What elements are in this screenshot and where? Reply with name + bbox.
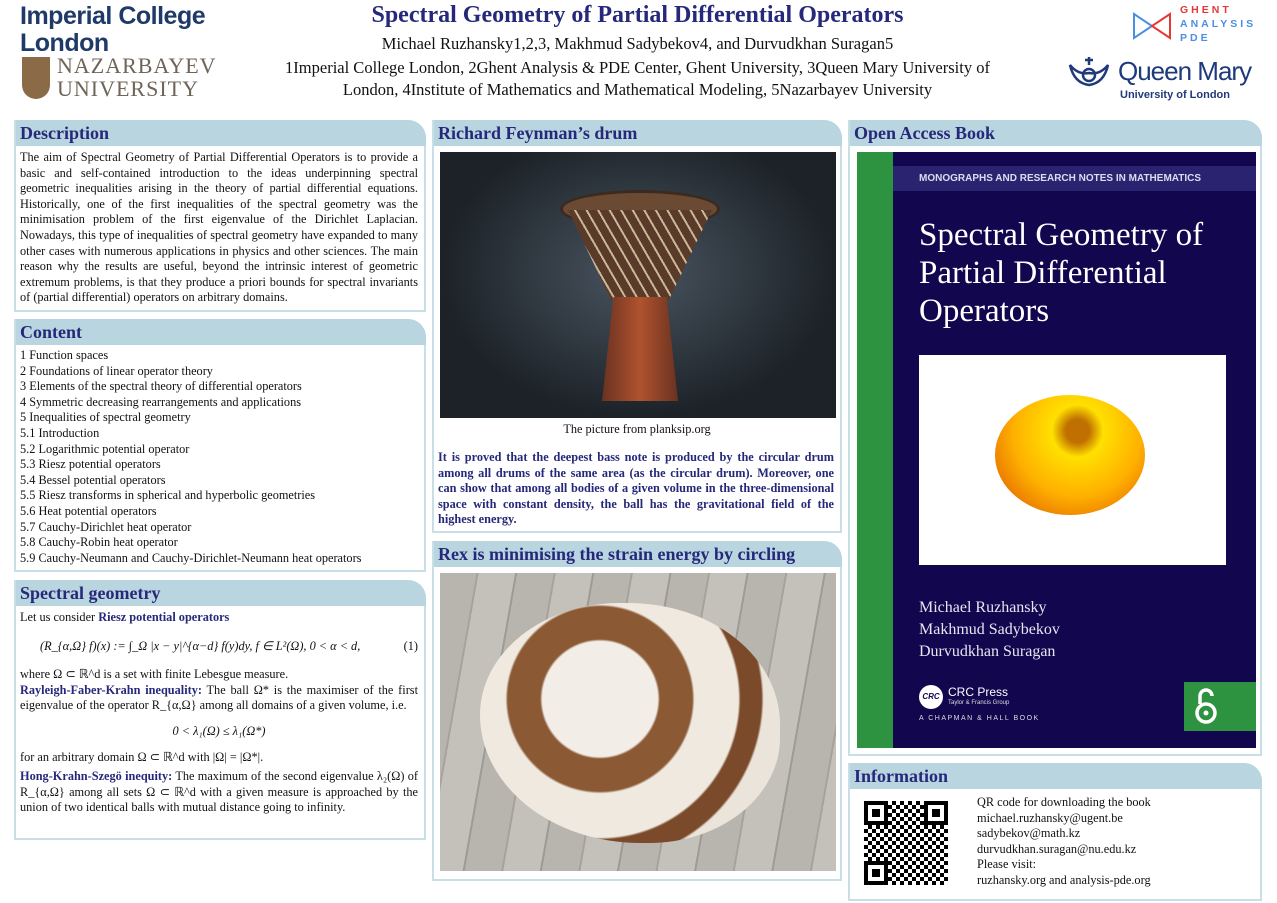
email-link[interactable]: durvudkhan.suragan@nu.edu.kz — [977, 841, 1137, 856]
email-link[interactable]: sadybekov@math.kz — [977, 826, 1081, 841]
queen-mary-subtitle: University of London — [1120, 89, 1230, 101]
list-item: 5.9 Cauchy-Neumann and Cauchy-Dirichlet-Neumann heat operators — [20, 550, 362, 565]
ghent-logo-line3: PDE — [1180, 32, 1211, 44]
content-panel — [14, 319, 426, 572]
ghent-bowtie-icon — [1132, 8, 1172, 40]
affiliations-line1: 1Imperial College London, 2Ghent Analysis & PDE Center, Ghent University, 3Queen Mary University of — [285, 58, 990, 77]
list-item: 2 Foundations of linear operator theory — [20, 363, 213, 378]
imperial-logo — [20, 3, 205, 57]
queen-mary-crown-icon — [1066, 55, 1112, 91]
nu-logo-line2: UNIVERSITY — [57, 76, 199, 101]
imperial-logo-line2: London — [20, 29, 109, 57]
open-access-icon — [1184, 682, 1256, 731]
information-heading: Information — [850, 763, 1262, 789]
rex-heading: Rex is minimising the strain energy by circling — [434, 541, 842, 567]
list-item: 5.3 Riesz potential operators — [20, 457, 161, 472]
book-author: Makhmud Sadybekov — [919, 621, 1060, 638]
equation-2: 0 < λ₁(Ω) ≤ λ₁(Ω*) — [172, 723, 266, 738]
ghent-logo — [1180, 3, 1256, 45]
publisher-sub: Taylor & Francis Group — [948, 700, 1010, 706]
visit-label: Please visit: — [977, 857, 1037, 872]
authors: Michael Ruzhansky1,2,3, Makhmud Sadybekov4, and Durvudkhan Suragan5 — [381, 34, 894, 53]
rex-panel — [432, 541, 842, 881]
queen-mary-logo: Queen Mary — [1118, 56, 1252, 86]
website-links[interactable]: ruzhansky.org and analysis-pde.org — [977, 872, 1151, 887]
book-panel — [848, 120, 1262, 756]
hks-text: The maximum of the second eigenvalue λ₂(Ω) of R_{α,Ω} among all sets Ω ⊂ ℝ^d with a given measure is approached by the union of two identical balls with mutual distance going to infinity. — [20, 769, 418, 815]
email-link[interactable]: michael.ruzhansky@ugent.be — [977, 810, 1123, 825]
equation-number: (1) — [403, 638, 418, 653]
book-cover-title: Spectral Geometry of Partial Differential Operators — [919, 217, 1204, 329]
content-list — [20, 348, 418, 566]
content-heading: Content — [16, 319, 426, 345]
intro-text: Let us consider — [20, 610, 99, 624]
feynman-panel — [432, 120, 842, 533]
list-item: 5.8 Cauchy-Robin heat operator — [20, 535, 178, 550]
poster-title: Spectral Geometry of Partial Differential Operators — [371, 2, 904, 28]
list-item: 5.5 Riesz transforms in spherical and hyperbolic geometries — [20, 488, 316, 503]
ghent-logo-line2: ANALYSIS — [1180, 18, 1257, 30]
qr-caption: QR code for downloading the book — [977, 795, 1151, 809]
information-panel — [848, 763, 1262, 901]
list-item: 5.6 Heat potential operators — [20, 503, 157, 518]
equation-1: (R_{α,Ω} f)(x) := ∫_Ω |x − y|^{α−d} f(y)dy, f ∈ L²(Ω), 0 < α < d, — [40, 638, 361, 653]
book-cover-authors — [919, 597, 1060, 663]
affiliations-line2: London, 4Institute of Mathematics and Mathematical Modeling, 5Nazarbayev University — [342, 80, 933, 99]
book-author: Durvudkhan Suragan — [919, 643, 1056, 660]
drum-photo — [440, 152, 836, 418]
list-item: 5.4 Bessel potential operators — [20, 472, 166, 487]
feynman-text: It is proved that the deepest bass note is produced by the circular drum among all drums of the same area (as the circular drum). Moreover, one can show that among all bodies of a given volume in the three-dimensional space with constant density, the ball has the gravitational field of the highest energy. — [438, 450, 834, 527]
book-cover-plot — [919, 355, 1226, 565]
description-heading: Description — [16, 120, 426, 146]
book-series: MONOGRAPHS AND RESEARCH NOTES IN MATHEMATICS — [893, 166, 1256, 191]
spectral-geometry-text — [20, 610, 418, 816]
description-text: The aim of Spectral Geometry of Partial Differential Operators is to provide a basic and self-contained introduction to the ideas underpinning spectral geometric inequalities arising in the theory of partial differential equations. Historically, one of the first inequalities of the spectral geometry was the minimisation problem of the first eigenvalue of the Dirichlet Laplacian. Nowadays, this type of inequalities of spectral geometry have expanded to many other cases with numerous applications in physics and other sciences. The main reason why the results are useful, beyond the intrinsic interest of geometric extremum problems, is that they produce a priori bounds for spectral invariants of (partial differential) operators on arbitrary domains. — [20, 150, 418, 305]
imperial-logo-line1: Imperial College — [20, 2, 206, 30]
book-cover[interactable] — [857, 152, 1256, 748]
imprint: A CHAPMAN & HALL BOOK — [919, 715, 1040, 722]
ghent-logo-line1: GHENT — [1180, 4, 1232, 16]
publisher: CRC Press — [948, 685, 1009, 699]
list-item: 5 Inequalities of spectral geometry — [20, 410, 191, 425]
feynman-heading: Richard Feynman’s drum — [434, 120, 842, 146]
nu-logo-line1: NAZARBAYEV — [57, 53, 217, 78]
book-heading: Open Access Book — [850, 120, 1262, 146]
book-author: Michael Ruzhansky — [919, 599, 1047, 616]
spectral-geometry-panel — [14, 580, 426, 840]
list-item: 5.2 Logarithmic potential operator — [20, 441, 190, 456]
qr-code[interactable] — [864, 801, 948, 885]
list-item: 4 Symmetric decreasing rearrangements and applications — [20, 394, 302, 409]
description-panel — [14, 120, 426, 312]
nu-shield-icon — [22, 57, 50, 99]
list-item: 5.7 Cauchy-Dirichlet heat operator — [20, 519, 192, 534]
list-item: 1 Function spaces — [20, 348, 109, 362]
rfk-label: Rayleigh-Faber-Krahn inequality: — [20, 682, 202, 697]
nu-logo — [57, 54, 217, 100]
where-text: where Ω ⊂ ℝ^d is a set with finite Lebesgue measure. — [20, 667, 289, 682]
riesz-label: Riesz potential operators — [98, 610, 230, 624]
list-item: 5.1 Introduction — [20, 425, 100, 440]
crc-logo-icon: CRC — [919, 685, 943, 709]
information-text — [977, 795, 1151, 889]
spectral-geometry-heading: Spectral geometry — [16, 580, 426, 606]
hks-label: Hong-Krahn-Szegö inequity: — [20, 769, 173, 784]
dog-photo — [440, 573, 836, 871]
rfk-text: The ball Ω* is the maximiser of the first eigenvalue of the operator R_{α,Ω} among all domains of a given volume, i.e. — [20, 682, 418, 713]
list-item: 3 Elements of the spectral theory of differential operators — [20, 379, 302, 394]
drum-caption: The picture from planksip.org — [563, 422, 711, 436]
arbitrary-domain-text: for an arbitrary domain Ω ⊂ ℝ^d with |Ω| = |Ω*|. — [20, 749, 264, 764]
